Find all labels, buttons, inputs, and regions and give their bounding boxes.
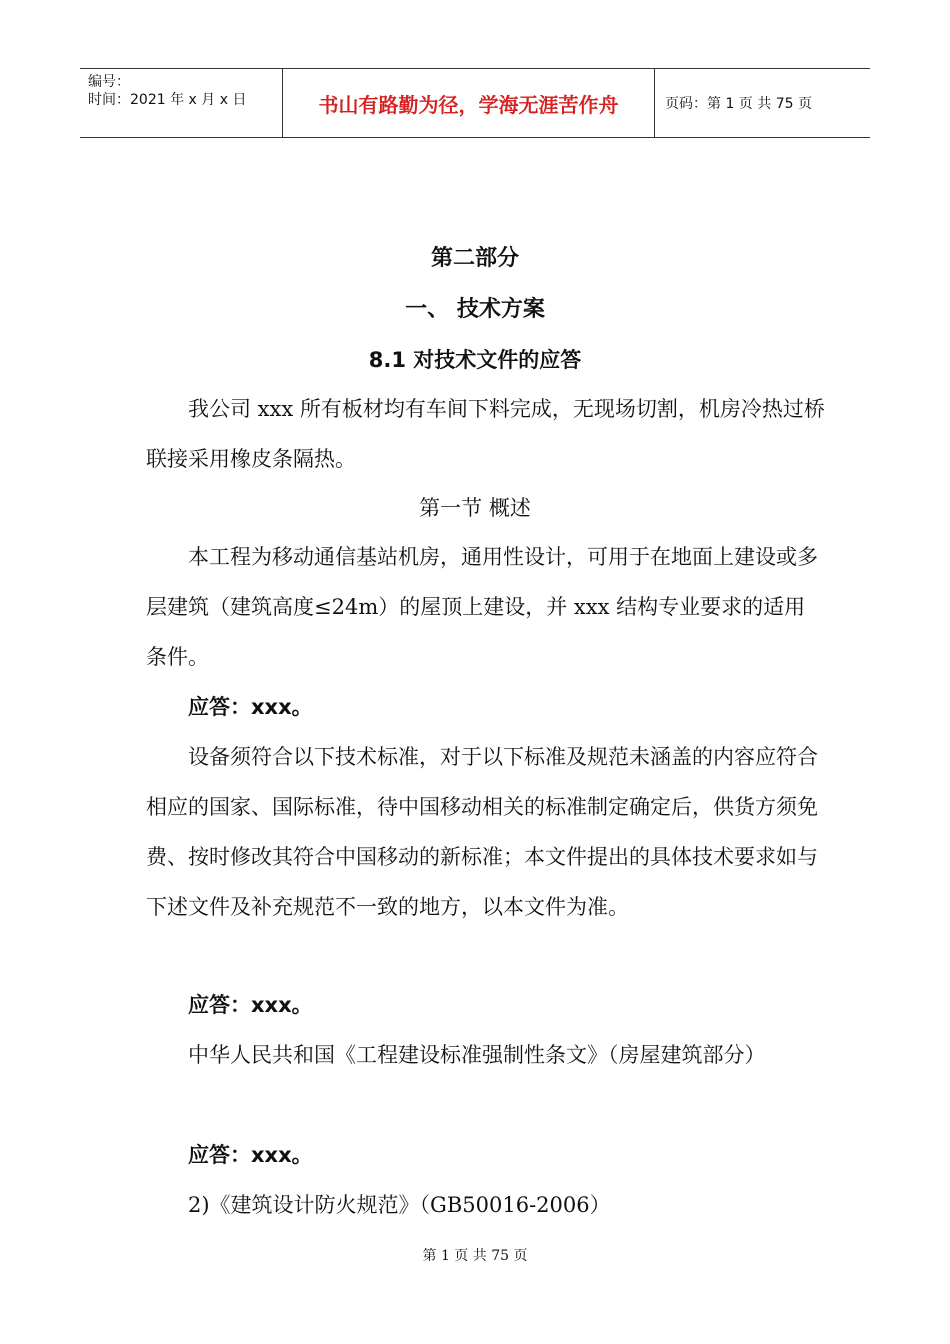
section-1-title: 第一节 概述: [419, 496, 531, 520]
paragraph-2: 本工程为移动通信基站机房，通用性设计，可用于在地面上建设或多层建筑（建筑高度≤24m）的屋顶上建设，并 xxx 结构专业要求的适用条件。: [146, 545, 818, 669]
doc-date-label: 时间：2021 年 x 月 x 日: [88, 92, 247, 108]
section-title: 一、 技术方案: [405, 297, 545, 322]
header-motto: 书山有路勤为径，学海无涯苦作舟: [282, 69, 655, 137]
paragraph-3: 设备须符合以下技术标准，对于以下标准及规范未涵盖的内容应符合相应的国家、国际标准，待中国移动相关的标准制定确定后，供货方须免费、按时修改其符合中国移动的新标准；本文件提出的具体技术要求如与下述文件及补充规范不一致的地方，以本文件为准。: [146, 745, 818, 919]
header-meta: [80, 69, 282, 137]
answer-3: 应答：xxx。: [188, 1143, 313, 1167]
sub-title: 8.1 对技术文件的应答: [368, 348, 582, 372]
paragraph-5: 2)《建筑设计防火规范》（GB50016-2006）: [188, 1193, 611, 1217]
header-page-number: 页码：第 1 页 共 75 页: [665, 96, 812, 112]
paragraph-1: 我公司 xxx 所有板材均有车间下料完成，无现场切割，机房冷热过桥联接采用橡皮条隔热。: [146, 397, 825, 471]
doc-number-label: 编号：: [88, 74, 130, 90]
part-title: 第二部分: [430, 246, 519, 271]
answer-1: 应答：xxx。: [188, 695, 313, 719]
paragraph-4: 中华人民共和国《工程建设标准强制性条文》（房屋建筑部分）: [188, 1043, 766, 1067]
answer-2: 应答：xxx。: [188, 993, 313, 1017]
page-footer: 第 1 页 共 75 页: [422, 1248, 528, 1264]
page-header: [80, 68, 870, 138]
